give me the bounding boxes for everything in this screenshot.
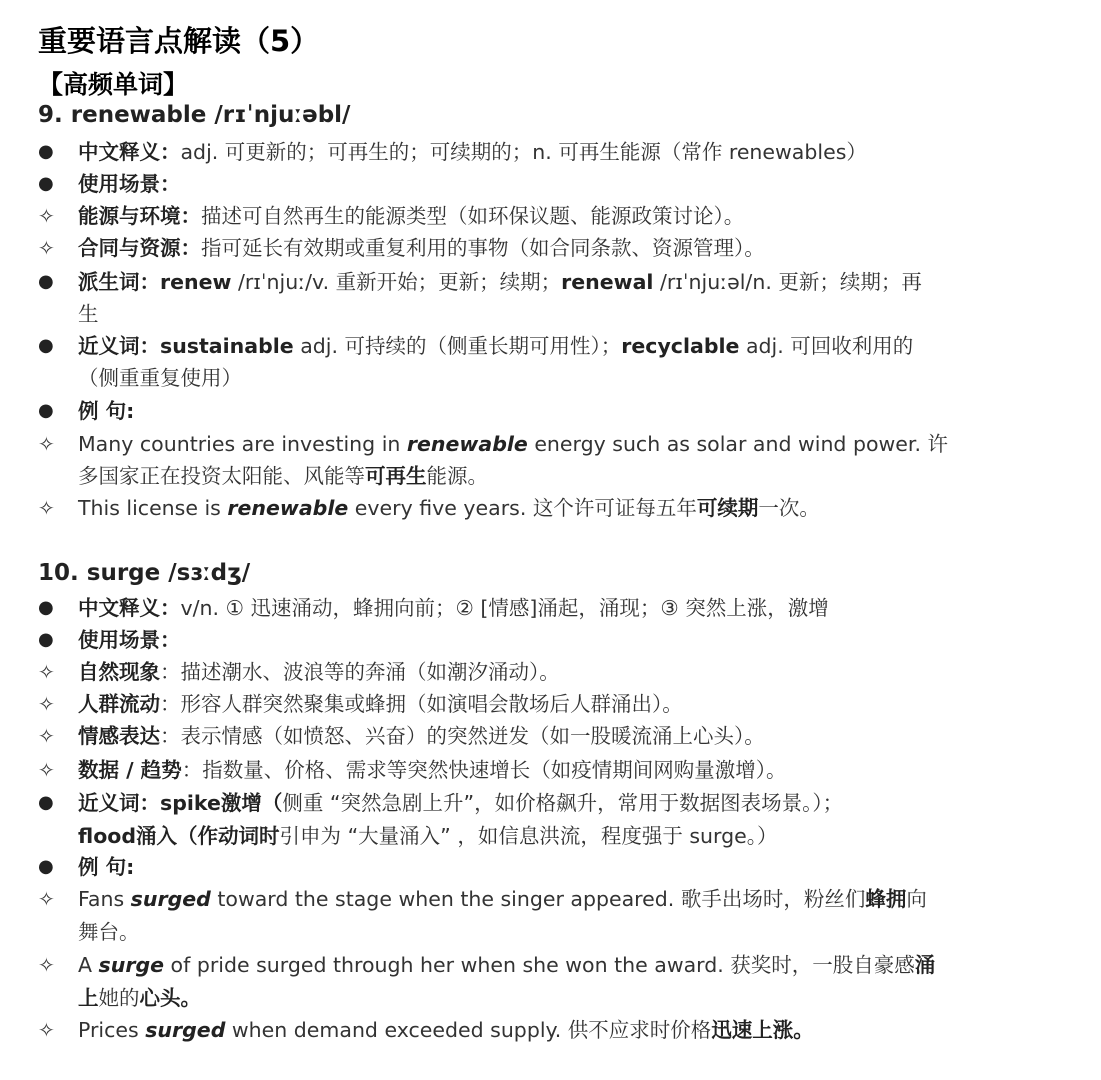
- diamond-icon: ✧: [38, 692, 55, 716]
- surge-synonyms-cont: flood涌入（作动词时引申为 “大量涌入” ，如信息洪流，程度强于 surge。）: [78, 824, 778, 848]
- bullet-icon: ●: [38, 597, 54, 618]
- renewable-example-1-cont: 多国家正在投资太阳能、风能等可再生能源。: [78, 464, 488, 488]
- bullet-icon: ●: [38, 173, 54, 194]
- word-heading-surge: 10. surge /sɜːdʒ/: [38, 560, 251, 586]
- diamond-icon: ✧: [38, 724, 55, 748]
- diamond-icon: ✧: [38, 887, 55, 911]
- diamond-icon: ✧: [38, 204, 55, 228]
- bullet-icon: ●: [38, 856, 54, 877]
- renewable-derivatives-cont: 生: [78, 302, 99, 326]
- diamond-icon: ✧: [38, 660, 55, 684]
- bullet-icon: ●: [38, 141, 54, 162]
- section-heading: 【高频单词】: [38, 70, 189, 99]
- surge-example-1-cont: 舞台。: [78, 920, 140, 944]
- diamond-icon: ✧: [38, 432, 55, 456]
- bullet-icon: ●: [38, 629, 54, 650]
- word-heading-renewable: 9. renewable /rɪˈnjuːəbl/: [38, 102, 351, 128]
- diamond-icon: ✧: [38, 758, 55, 782]
- diamond-icon: ✧: [38, 1018, 55, 1042]
- diamond-icon: ✧: [38, 953, 55, 977]
- bullet-icon: ●: [38, 792, 54, 813]
- surge-example-2-cont: 上她的心头。: [78, 986, 201, 1010]
- page-title: 重要语言点解读（5）: [38, 24, 320, 58]
- bullet-icon: ●: [38, 271, 54, 292]
- bullet-icon: ●: [38, 400, 54, 421]
- document-page: 重要语言点解读（5） 【高频单词】 9. renewable /rɪˈnjuːəbl/ ● 中文释义：adj. 可更新的；可再生的；可续期的；n. 可再生能源（常作 renewables） ● 使用场景： ✧ 能源与环境：描述可自然再生的能源类型（如环保议题、能源政策讨论）。 ✧ 合同与资源：指可延长有效期或重复利用的事物（如合同条款、资源管理）。 ● 派生词：renew /rɪˈnjuː/v. 重新开始；更新；续期；renewal /rɪˈnjuːəl/n. 更新；续期；再 生 ● 近义词：sustainable adj. 可持续的（侧重长期可用性）；recyclable adj. 可回收利用的 （侧重重复使用） ● 例 句: ✧ Many countries are investing in renewable energy such as solar and wind power. 许 多国家正在投资太阳能、风能等可再生能源。 ✧ This license is renewable every five years. 这个许可证每五年可续期一次。 10. surge /sɜːdʒ/ ● 中文释义：v/n. ① 迅速涌动，蜂拥向前；② [情感]涌起，涌现；③ 突然上涨，激增 ● 使用场景： ✧ 自然现象：描述潮水、波浪等的奔涌（如潮汐涌动）。 ✧ 人群流动：形容人群突然聚集或蜂拥（如演唱会散场后人群涌出）。 ✧ 情感表达：表示情感（如愤怒、兴奋）的突然迸发（如一股暖流涌上心头）。 ✧ 数据 / 趋势：指数量、价格、需求等突然快速增长（如疫情期间网购量激增）。 ● 近义词：spike激增（侧重 “突然急剧上升”，如价格飙升，常用于数据图表场景。）； flood涌入（作动词时引申为 “大量涌入” ，如信息洪流，程度强于 surge。） ● 例 句: ✧ Fans surged toward the stage when the singer appeared. 歌手出场时，粉丝们蜂拥向 舞台。 ✧ A surge of pride surged through her when she won the award. 获奖时，一股自豪感涌 上她的心头。 ✧ Prices surged when demand exceeded supply. 供不应求时价格迅速上涨。: [0, 0, 1101, 1080]
- bullet-icon: ●: [38, 335, 54, 356]
- renewable-synonyms-cont: （侧重重复使用）: [78, 366, 242, 390]
- diamond-icon: ✧: [38, 236, 55, 260]
- diamond-icon: ✧: [38, 496, 55, 520]
